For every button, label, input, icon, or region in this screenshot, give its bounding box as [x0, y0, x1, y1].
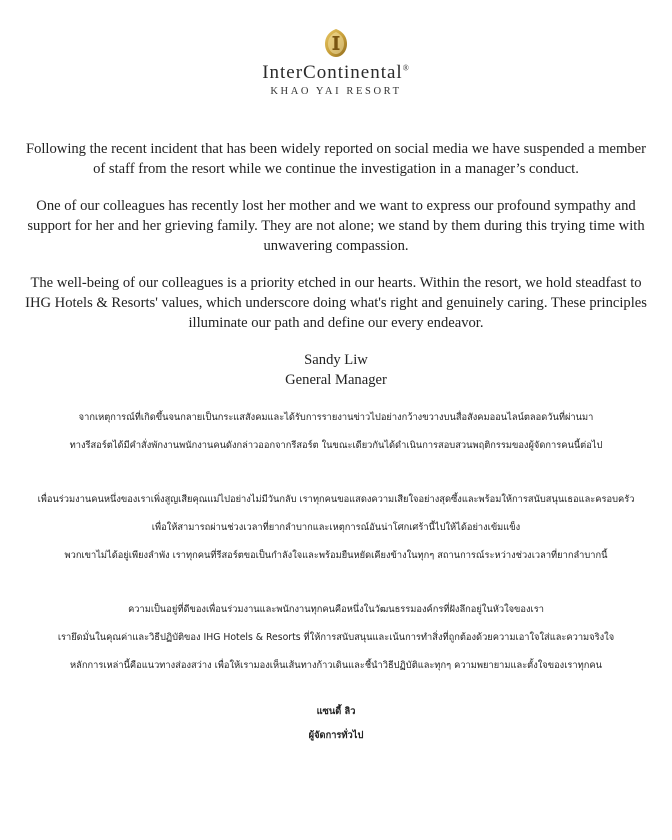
- intercontinental-crest-icon: [324, 28, 348, 58]
- thai-line: หลักการเหล่านี้คือแนวทางส่องสว่าง เพื่อให้เรามองเห็นเส้นทางก้าวเดินและชี้นำวิธีปฏิบัติและทุกๆ ความพยายามและตั้งใจของเราทุกคน: [70, 660, 602, 671]
- thai-line: เพื่อให้สามารถผ่านช่วงเวลาที่ยากลำบากและเหตุการณ์อันน่าโศกเศร้านี้ไปให้ได้อย่างเข้มแข็ง: [151, 522, 521, 533]
- logo-header: [0, 28, 672, 97]
- english-statement: [20, 139, 652, 390]
- english-signature-title: General Manager: [285, 372, 387, 388]
- thai-line: ทางรีสอร์ตได้มีคำสั่งพักงานพนักงานคนดังกล่าวออกจากรีสอร์ต ในขณะเดียวกันได้ดำเนินการสอบสวนพฤติกรรมของผู้จัดการคนนี้ต่อไป: [69, 440, 603, 451]
- thai-signature-name: แซนดี้ ลิว: [316, 706, 356, 717]
- resort-location: KHAO YAI RESORT: [270, 86, 402, 97]
- brand-name: InterContinental®: [262, 62, 410, 83]
- thai-statement: [10, 404, 662, 748]
- english-paragraph-1: Following the recent incident that has been widely reported on social media we have suspended a member of staff from the resort while we continue the investigation in a manager’s conduct.: [25, 141, 647, 177]
- english-paragraph-3: The well-being of our colleagues is a priority etched in our hearts. Within the resort, we hold steadfast to IHG Hotels & Resorts' values, which underscore doing what's right and genuinely caring. These principles illuminate our path and define our every endeavor.: [25, 275, 647, 331]
- thai-line: เพื่อนร่วมงานคนหนึ่งของเราเพิ่งสูญเสียคุณแม่ไปอย่างไม่มีวันกลับ เราทุกคนขอแสดงความเสียใจอย่างสุดซึ้งและพร้อมให้การสนับสนุนเธอและครอบครัว: [37, 494, 635, 505]
- english-signature-name: Sandy Liw: [304, 352, 368, 368]
- english-paragraph-2: One of our colleagues has recently lost her mother and we want to express our profound sympathy and support for her and her grieving family. They are not alone; we stand by them during this trying time with unwavering compassion.: [27, 198, 645, 254]
- thai-signature-title: ผู้จัดการทั่วไป: [308, 730, 364, 741]
- thai-line: พวกเขาไม่ได้อยู่เพียงลำพัง เราทุกคนที่รีสอร์ตขอเป็นกำลังใจและพร้อมยืนหยัดเคียงข้างในทุกๆ สถานการณ์ระหว่างช่วงเวลาที่ยากลำบากนี้: [64, 550, 608, 561]
- thai-line: ความเป็นอยู่ที่ดีของเพื่อนร่วมงานและพนักงานทุกคนคือหนึ่งในวัฒนธรรมองค์กรที่ฝังลึกอยู่ในหัวใจของเรา: [128, 604, 544, 615]
- thai-line: เรายึดมั่นในคุณค่าและวิธีปฏิบัติของ IHG Hotels & Resorts ที่ให้การสนับสนุนและเน้นการทำสิ่งที่ถูกต้องด้วยความเอาใจใส่และความจริงใจ: [57, 632, 615, 643]
- thai-line: จากเหตุการณ์ที่เกิดขึ้นจนกลายเป็นกระแสสังคมและได้รับการรายงานข่าวไปอย่างกว้างขวางบนสื่อสังคมออนไลน์ตลอดวันที่ผ่านมา: [78, 412, 594, 423]
